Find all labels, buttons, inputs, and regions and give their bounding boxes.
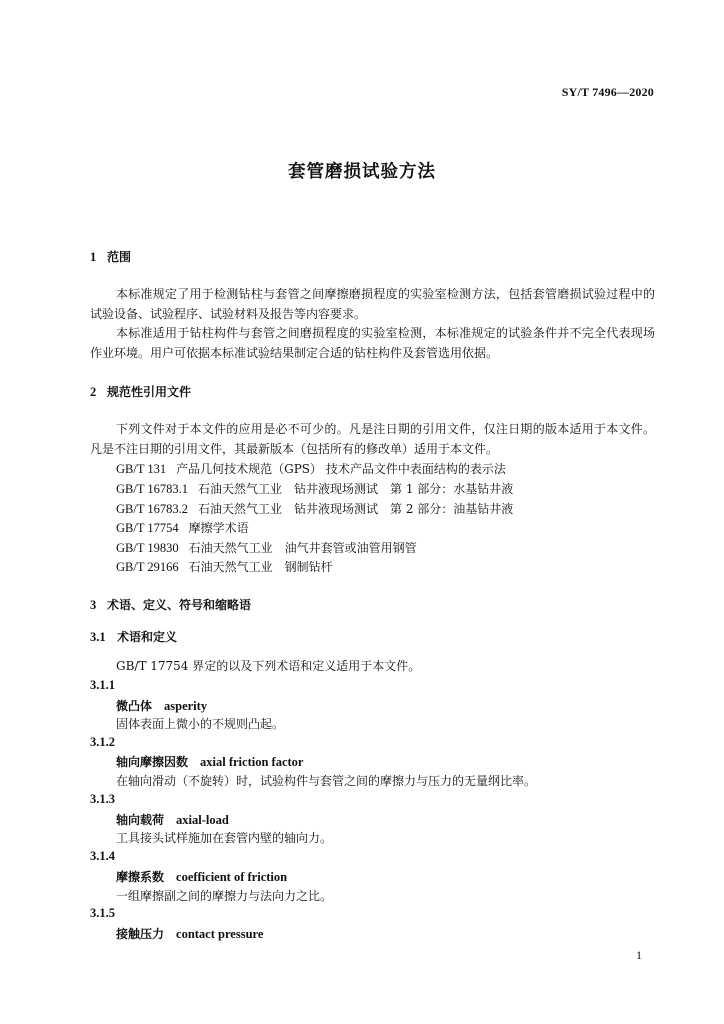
term-zh: 轴向摩擦因数 xyxy=(116,755,189,769)
section-2-heading xyxy=(90,383,191,400)
reference-item xyxy=(116,538,417,558)
subsection-number: 3.1 xyxy=(90,630,106,644)
reference-title: 石油天然气工业 钢制钻杆 xyxy=(188,560,333,574)
section-number: 3 xyxy=(90,598,97,612)
subsection-3-1-heading xyxy=(90,628,177,645)
reference-title: 石油天然气工业 钻井液现场测试 第 2 部分：油基钻井液 xyxy=(198,502,514,516)
reference-item xyxy=(116,518,249,538)
term-definition: 一组摩擦副之间的摩擦力与法向力之比。 xyxy=(116,889,333,903)
term-number: 3.1.2 xyxy=(90,735,115,749)
reference-title: 石油天然气工业 油气井套管或油管用钢管 xyxy=(188,541,417,555)
paragraph: 下列文件对于本文件的应用是必不可少的。凡是注日期的引用文件，仅注日期的版本适用于本文件。凡是不注日期的引用文件，其最新版本（包括所有的修改单）适用于本文件。 xyxy=(90,422,655,456)
reference-code: GB/T 17754 xyxy=(116,521,179,535)
section-title: 规范性引用文件 xyxy=(107,385,192,399)
term-number: 3.1.1 xyxy=(90,678,115,692)
term-name xyxy=(116,753,303,770)
reference-code: GB/T 16783.2 xyxy=(116,502,188,516)
term-name xyxy=(116,811,229,828)
term-number: 3.1.5 xyxy=(90,906,115,920)
reference-title: 摩擦学术语 xyxy=(188,521,249,535)
term-number: 3.1.4 xyxy=(90,849,115,863)
term-en: asperity xyxy=(164,699,208,713)
term-definition: 在轴向滑动（不旋转）时，试验构件与套管之间的摩擦力与压力的无量纲比率。 xyxy=(116,774,537,788)
term-zh: 摩擦系数 xyxy=(116,870,165,884)
term-name xyxy=(116,697,207,714)
reference-title: 石油天然气工业 钻井液现场测试 第 1 部分：水基钻井液 xyxy=(198,482,514,496)
reference-item xyxy=(116,499,513,519)
reference-code: GB/T 19830 xyxy=(116,541,179,555)
reference-item xyxy=(116,557,333,577)
terms-intro: GB/T 17754 界定的以及下列术语和定义适用于本文件。 xyxy=(116,659,421,673)
section-3-heading xyxy=(90,596,251,613)
subsection-title: 术语和定义 xyxy=(117,630,178,644)
section-title: 术语、定义、符号和缩略语 xyxy=(107,598,252,612)
reference-code: GB/T 131 xyxy=(116,462,167,476)
section-title: 范围 xyxy=(107,250,132,264)
reference-item xyxy=(116,459,506,479)
term-en: axial friction factor xyxy=(200,755,304,769)
page-number: 1 xyxy=(636,948,642,962)
section-number: 2 xyxy=(90,385,97,399)
term-zh: 微凸体 xyxy=(116,699,153,713)
reference-code: GB/T 29166 xyxy=(116,560,179,574)
term-name xyxy=(116,868,287,885)
reference-title: 产品几何技术规范（GPS） 技术产品文件中表面结构的表示法 xyxy=(176,462,506,476)
term-name xyxy=(116,925,263,942)
reference-item xyxy=(116,479,513,499)
term-definition: 固体表面上微小的不规则凸起。 xyxy=(116,717,285,731)
term-definition: 工具接头试样施加在套管内壁的轴向力。 xyxy=(116,831,333,845)
term-en: axial-load xyxy=(176,813,229,827)
section-1-heading xyxy=(90,248,131,265)
paragraph: 本标准规定了用于检测钻柱与套管之间摩擦磨损程度的实验室检测方法，包括套管磨损试验过程中的试验设备、试验程序、试验材料及报告等内容要求。 xyxy=(90,287,655,321)
term-en: coefficient of friction xyxy=(176,870,288,884)
term-zh: 接触压力 xyxy=(116,927,165,941)
paragraph: 本标准适用于钻柱构件与套管之间磨损程度的实验室检测，本标准规定的试验条件并不完全代表现场作业环境。用户可依据本标准试验结果制定合适的钻柱构件及套管选用依据。 xyxy=(90,326,655,360)
section-number: 1 xyxy=(90,250,97,264)
reference-code: GB/T 16783.1 xyxy=(116,482,188,496)
document-title: 套管磨损试验方法 xyxy=(288,162,436,182)
term-number: 3.1.3 xyxy=(90,792,115,806)
standard-code: SY/T 7496—2020 xyxy=(561,85,654,99)
term-en: contact pressure xyxy=(176,927,264,941)
term-zh: 轴向载荷 xyxy=(116,813,165,827)
